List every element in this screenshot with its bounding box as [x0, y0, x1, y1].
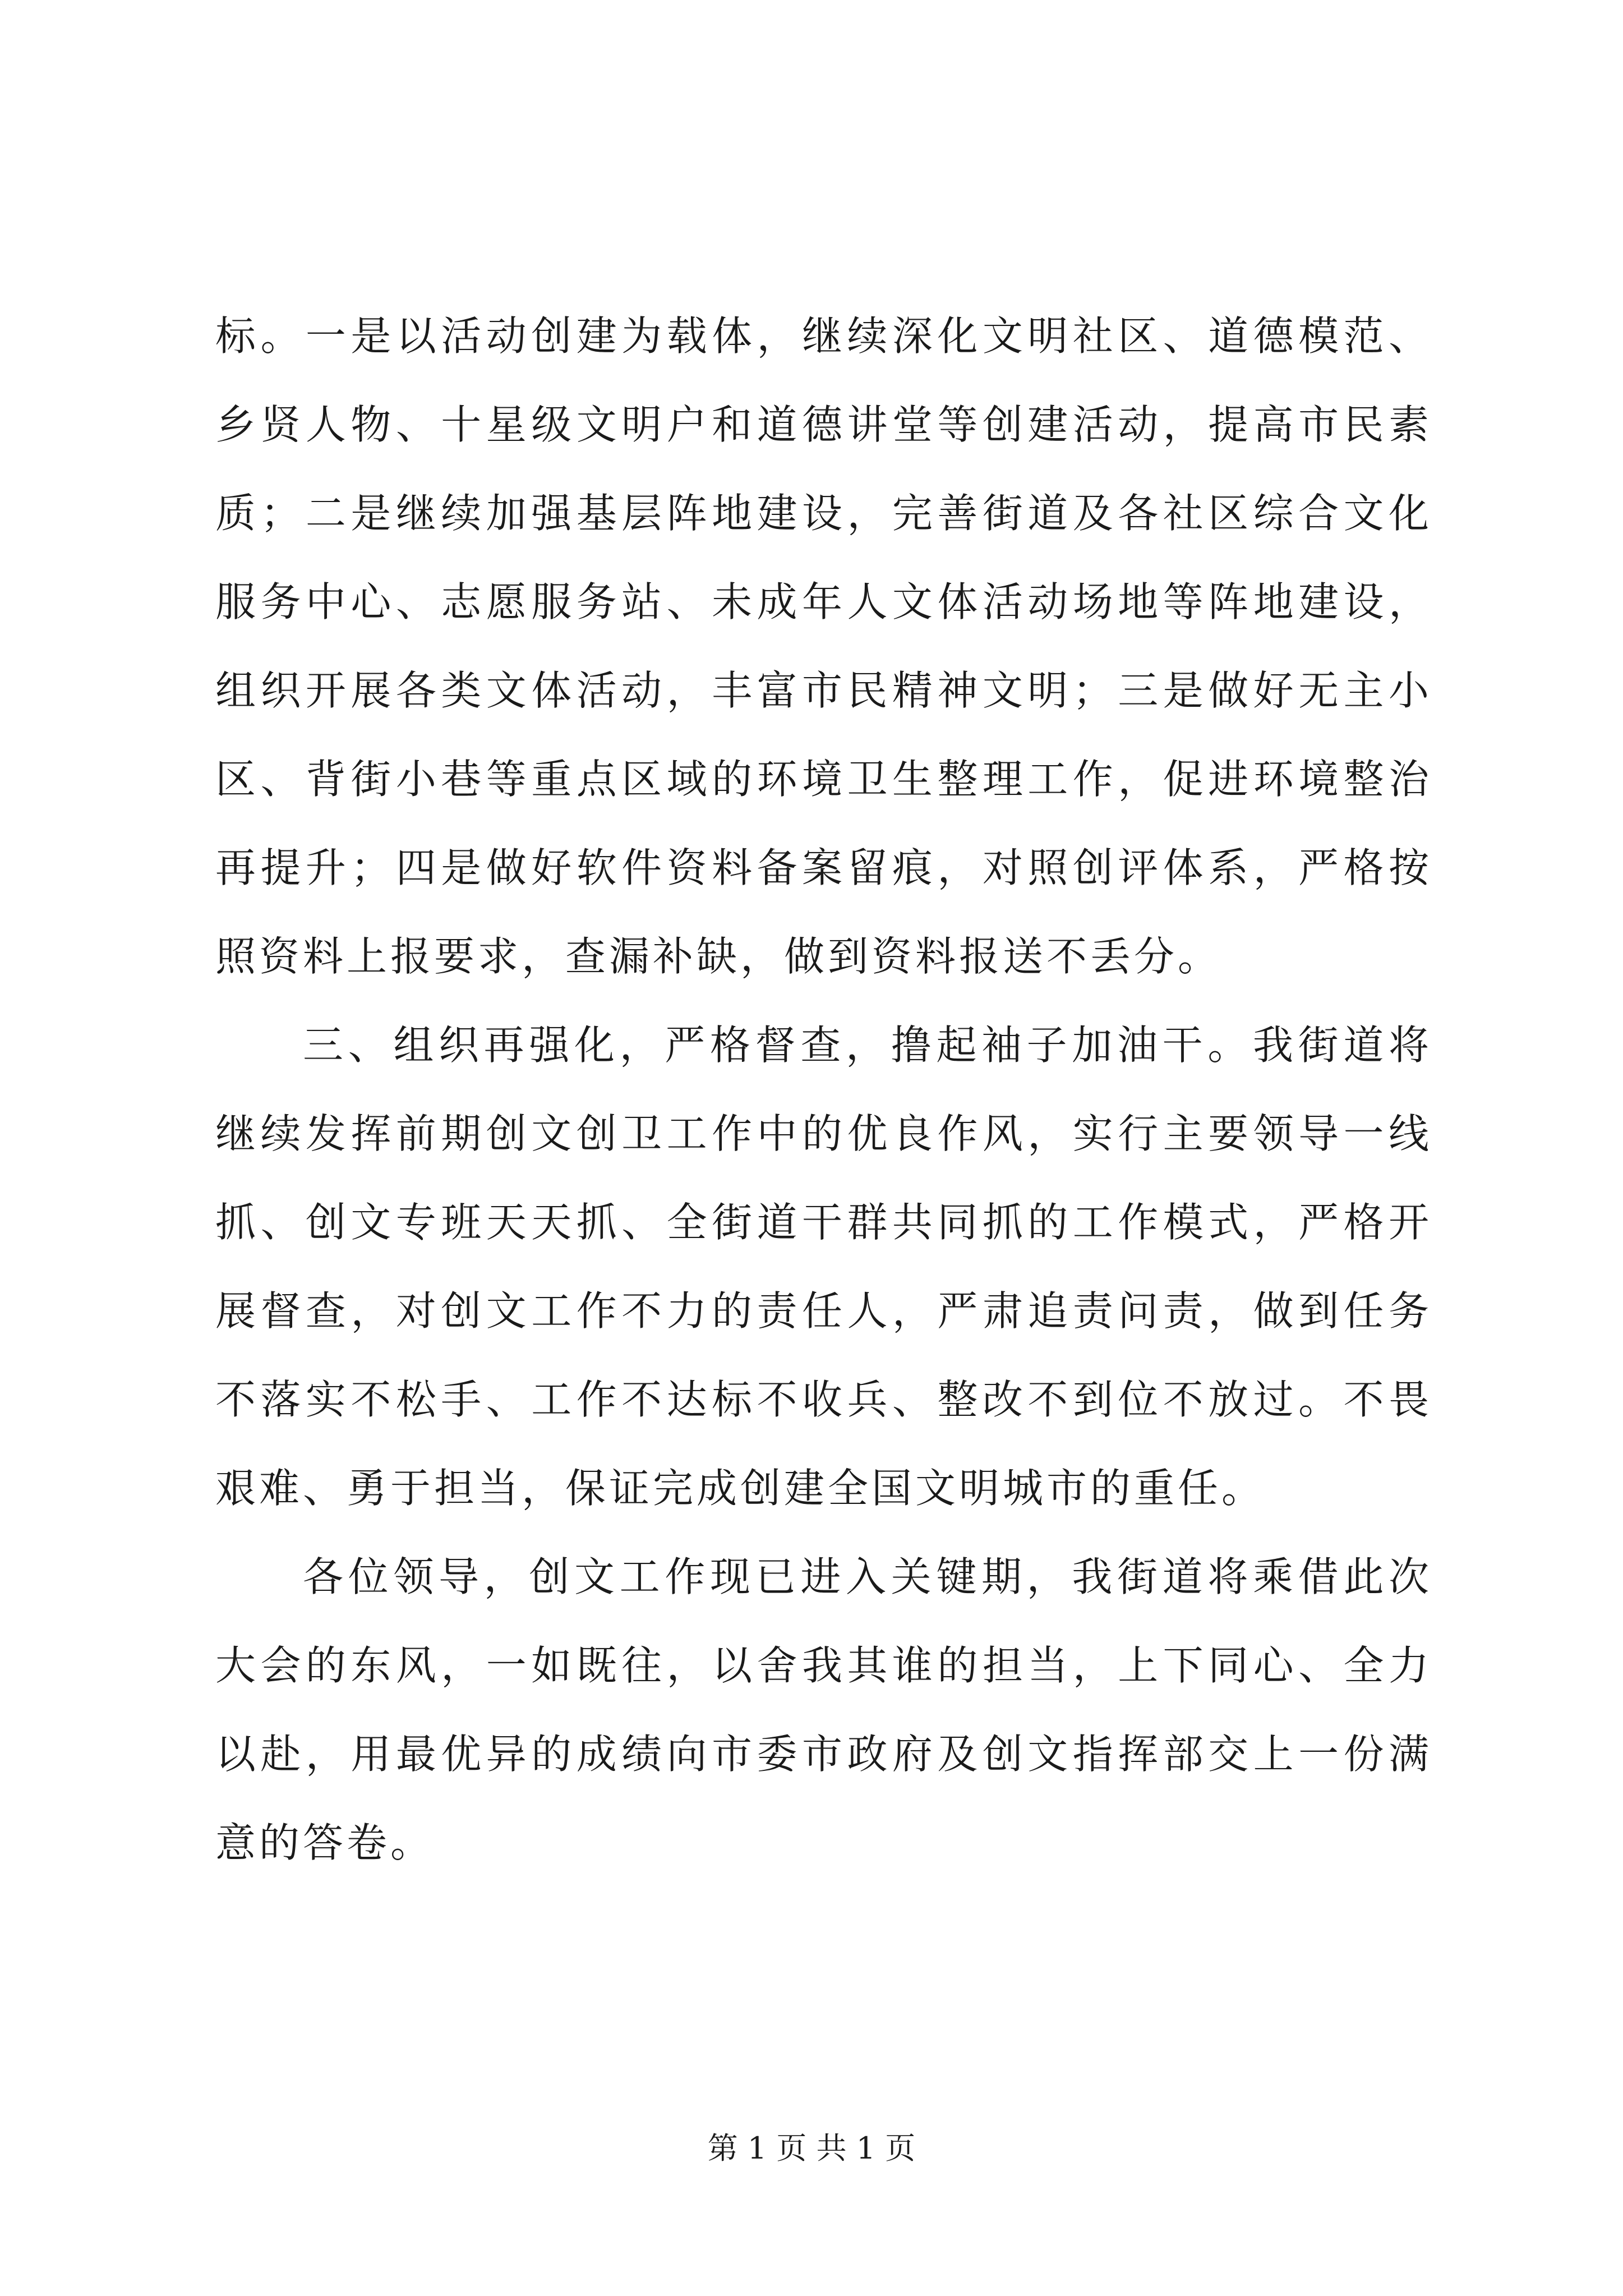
- paragraph-section-three: 三、组织再强化，严格督查，撸起袖子加油干。我街道将继续发挥前期创文创卫工作中的优良作风，实行主要领导一线抓、创文专班天天抓、全街道干群共同抓的工作模式，严格开展督查，对创文工作不力的责任人，严肃追责问责，做到任务不落实不松手、工作不达标不收兵、整改不到位不放过。不畏艰难、勇于担当，保证完成创建全国文明城市的重任。: [215, 1022, 1432, 1512]
- paragraph-closing: 各位领导，创文工作现已进入关键期，我街道将乘借此次大会的东风，一如既往，以舍我其谁的担当，上下同心、全力以赴，用最优异的成绩向市委市政府及创文指挥部交上一份满意的答卷。: [215, 1553, 1432, 1866]
- document-body: [215, 292, 1432, 1887]
- page-footer: 第 1 页 共 1 页: [707, 2131, 916, 2166]
- paragraph-continuation: 标。一是以活动创建为载体，继续深化文明社区、道德模范、乡贤人物、十星级文明户和道德讲堂等创建活动，提高市民素质；二是继续加强基层阵地建设，完善街道及各社区综合文化服务中心、志愿服务站、未成年人文体活动场地等阵地建设，组织开展各类文体活动，丰富市民精神文明；三是做好无主小区、背街小巷等重点区域的环境卫生整理工作，促进环境整治再提升；四是做好软件资料备案留痕，对照创评体系，严格按照资料上报要求，查漏补缺，做到资料报送不丢分。: [215, 312, 1432, 980]
